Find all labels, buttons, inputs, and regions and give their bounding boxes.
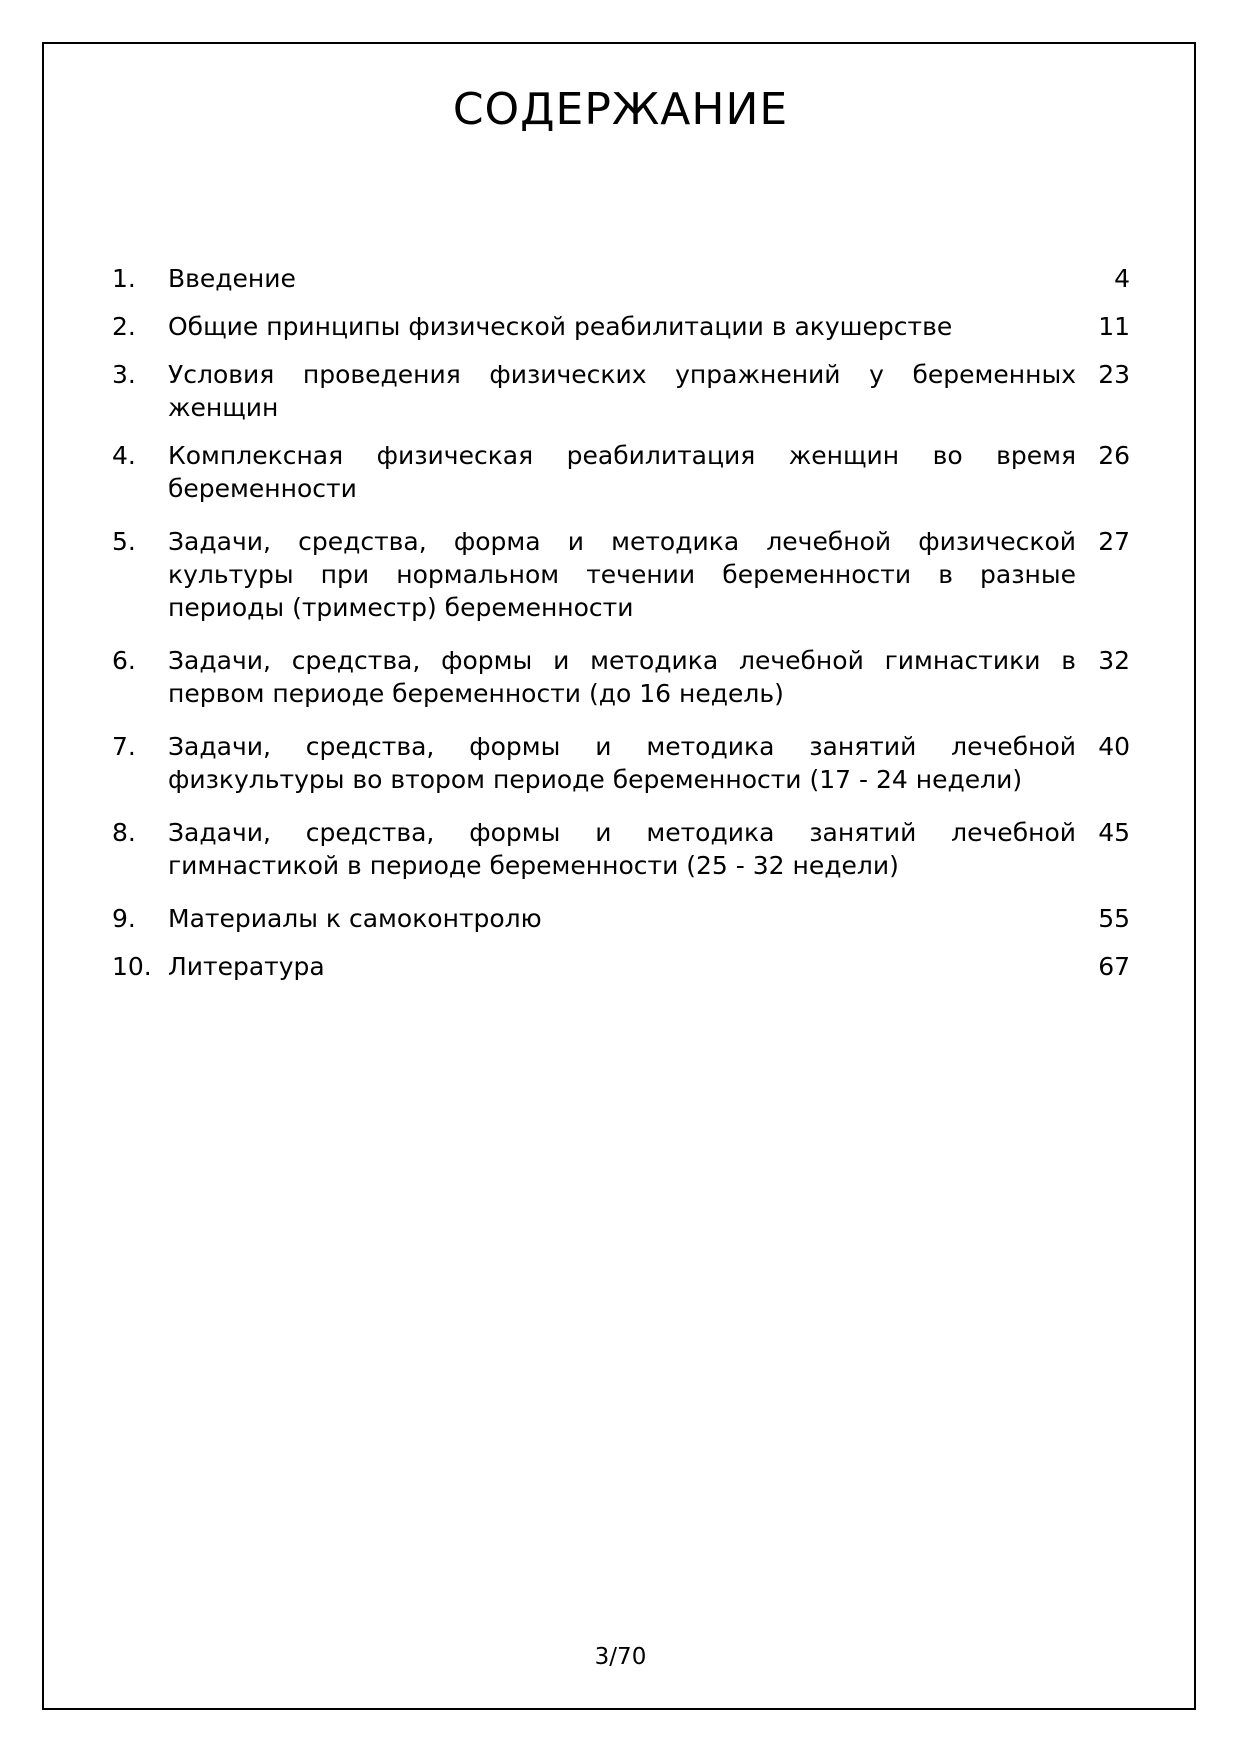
toc-entry-3[interactable] (112, 358, 1130, 424)
toc-entry-number: 6. (112, 646, 136, 675)
toc-entry-title: Общие принципы физической реабилитации в акушерстве (168, 312, 953, 341)
toc-entry-page: 11 (1098, 312, 1130, 341)
page-title: СОДЕРЖАНИЕ (452, 84, 789, 135)
toc-entry-title: Литература (168, 952, 325, 981)
toc-entry-page: 4 (1114, 264, 1130, 293)
toc-entry-title: Задачи, средства, формы и методика лечебной гимнастики в первом периоде беременности (до 16 недель) (168, 646, 1076, 708)
toc-entry-page: 45 (1098, 818, 1130, 847)
toc-entry-number: 2. (112, 312, 136, 341)
toc-entry-number: 10. (112, 952, 152, 981)
toc-entry-1[interactable] (112, 262, 1130, 295)
toc-entry-page: 32 (1098, 646, 1130, 675)
toc-entry-5[interactable] (112, 525, 1130, 624)
toc-entry-title: Введение (168, 264, 296, 293)
toc-entry-number: 7. (112, 732, 136, 761)
toc-entry-10[interactable] (112, 950, 1130, 983)
toc-entry-number: 5. (112, 527, 136, 556)
toc-entry-title: Задачи, средства, формы и методика занятий лечебной физкультуры во втором периоде беременности (17 - 24 недели) (168, 732, 1076, 794)
toc-entry-page: 67 (1098, 952, 1130, 981)
toc-entry-title: Задачи, средства, форма и методика лечебной физической культуры при нормальном течении беременности в разные периоды (триместр) беременности (168, 527, 1076, 622)
toc-entry-7[interactable] (112, 730, 1130, 796)
toc-entry-number: 3. (112, 360, 136, 389)
toc-entry-page: 26 (1098, 441, 1130, 470)
toc-entry-2[interactable] (112, 310, 1130, 343)
toc-entry-4[interactable] (112, 439, 1130, 505)
page-number: 3/70 (594, 1644, 647, 1670)
table-of-contents (112, 262, 1130, 983)
toc-entry-6[interactable] (112, 644, 1130, 710)
toc-entry-title: Задачи, средства, формы и методика занятий лечебной гимнастикой в периоде беременности (25 - 32 недели) (168, 818, 1076, 880)
toc-entry-number: 8. (112, 818, 136, 847)
toc-entry-9[interactable] (112, 902, 1130, 935)
toc-entry-number: 4. (112, 441, 136, 470)
toc-entry-page: 23 (1098, 360, 1130, 389)
toc-entry-number: 9. (112, 904, 136, 933)
toc-entry-page: 40 (1098, 732, 1130, 761)
toc-entry-8[interactable] (112, 816, 1130, 882)
toc-entry-title: Условия проведения физических упражнений у беременных женщин (168, 360, 1076, 422)
toc-entry-title: Материалы к самоконтролю (168, 904, 542, 933)
toc-entry-title: Комплексная физическая реабилитация женщин во время беременности (168, 441, 1076, 503)
toc-entry-page: 55 (1098, 904, 1130, 933)
toc-entry-page: 27 (1098, 527, 1130, 556)
toc-entry-number: 1. (112, 264, 136, 293)
